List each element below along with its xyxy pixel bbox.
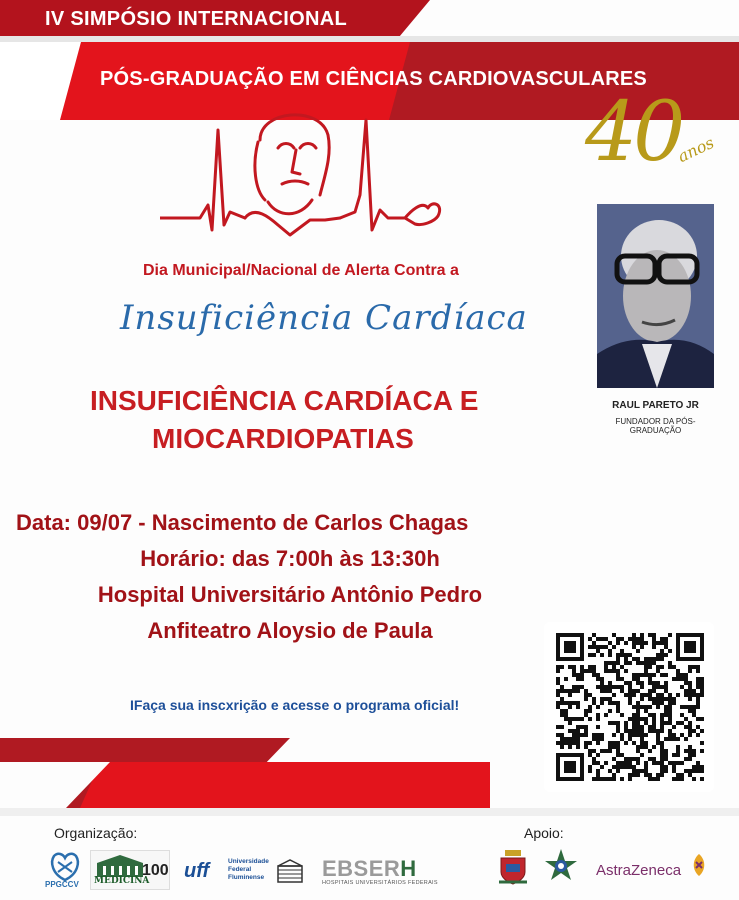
main-heading-line2: MIOCARDIOPATIAS [152,423,414,454]
founder-photo [597,204,714,388]
astrazeneca-mark-icon [688,852,710,878]
event-room: Anfiteatro Aloysio de Paula [147,618,433,643]
heartbeat-face-icon [160,100,450,250]
centenary-badge: 100 [142,862,169,879]
event-date: Data: 09/07 - Nascimento de Carlos Chagas [16,510,469,535]
organization-label: Organização: [54,825,138,841]
ebserh-h: H [400,856,417,881]
event-subtitle: PÓS-GRADUAÇÃO EM CIÊNCIAS CARDIOVASCULARES [100,68,647,90]
hospital-building-icon [275,856,305,886]
ebserh-main: EBSER [322,856,401,881]
footer-band-top [0,738,290,762]
event-title: IV SIMPÓSIO INTERNACIONAL [45,8,347,30]
event-info [10,505,570,649]
ebserh-logo [322,856,417,882]
registration-cta[interactable]: IFaça sua inscxrição e acesse o programa oficial! [130,697,460,713]
uff-name: Universidade Federal Fluminense [228,858,269,881]
main-heading [90,382,510,458]
astrazeneca-logo: AstraZeneca [596,862,682,879]
anniversary-label: anos [674,132,717,167]
alert-day-text: Dia Municipal/Nacional de Alerta Contra a [143,262,459,279]
footer-band-bright [80,762,490,808]
uff-logo: uff [184,860,210,882]
qr-code[interactable] [556,633,704,781]
medicina-text: MEDICINA [94,876,150,886]
event-time: Horário: das 7:00h às 13:30h [140,546,440,571]
event-place: Hospital Universitário Antônio Pedro [97,582,483,607]
footer-divider [0,808,739,816]
city-coat-of-arms-icon [497,848,529,886]
anniversary-logo [585,85,725,192]
ebserh-subtitle: HOSPITAIS UNIVERSITÁRIOS FEDERAIS [322,880,438,886]
state-emblem-icon [544,848,578,882]
script-title: Insuficiência Cardíaca [120,298,528,338]
anniversary-number: 40 [585,85,682,180]
founder-name: RAUL PARETO JR [612,400,699,411]
ppgccv-text: PPGCCV [45,880,79,889]
main-heading-line1: INSUFICIÊNCIA CARDÍACA E [90,385,479,416]
founder-role: FUNDADOR DA PÓS-GRADUAÇÃO [615,417,696,435]
support-label: Apoio: [524,825,564,841]
